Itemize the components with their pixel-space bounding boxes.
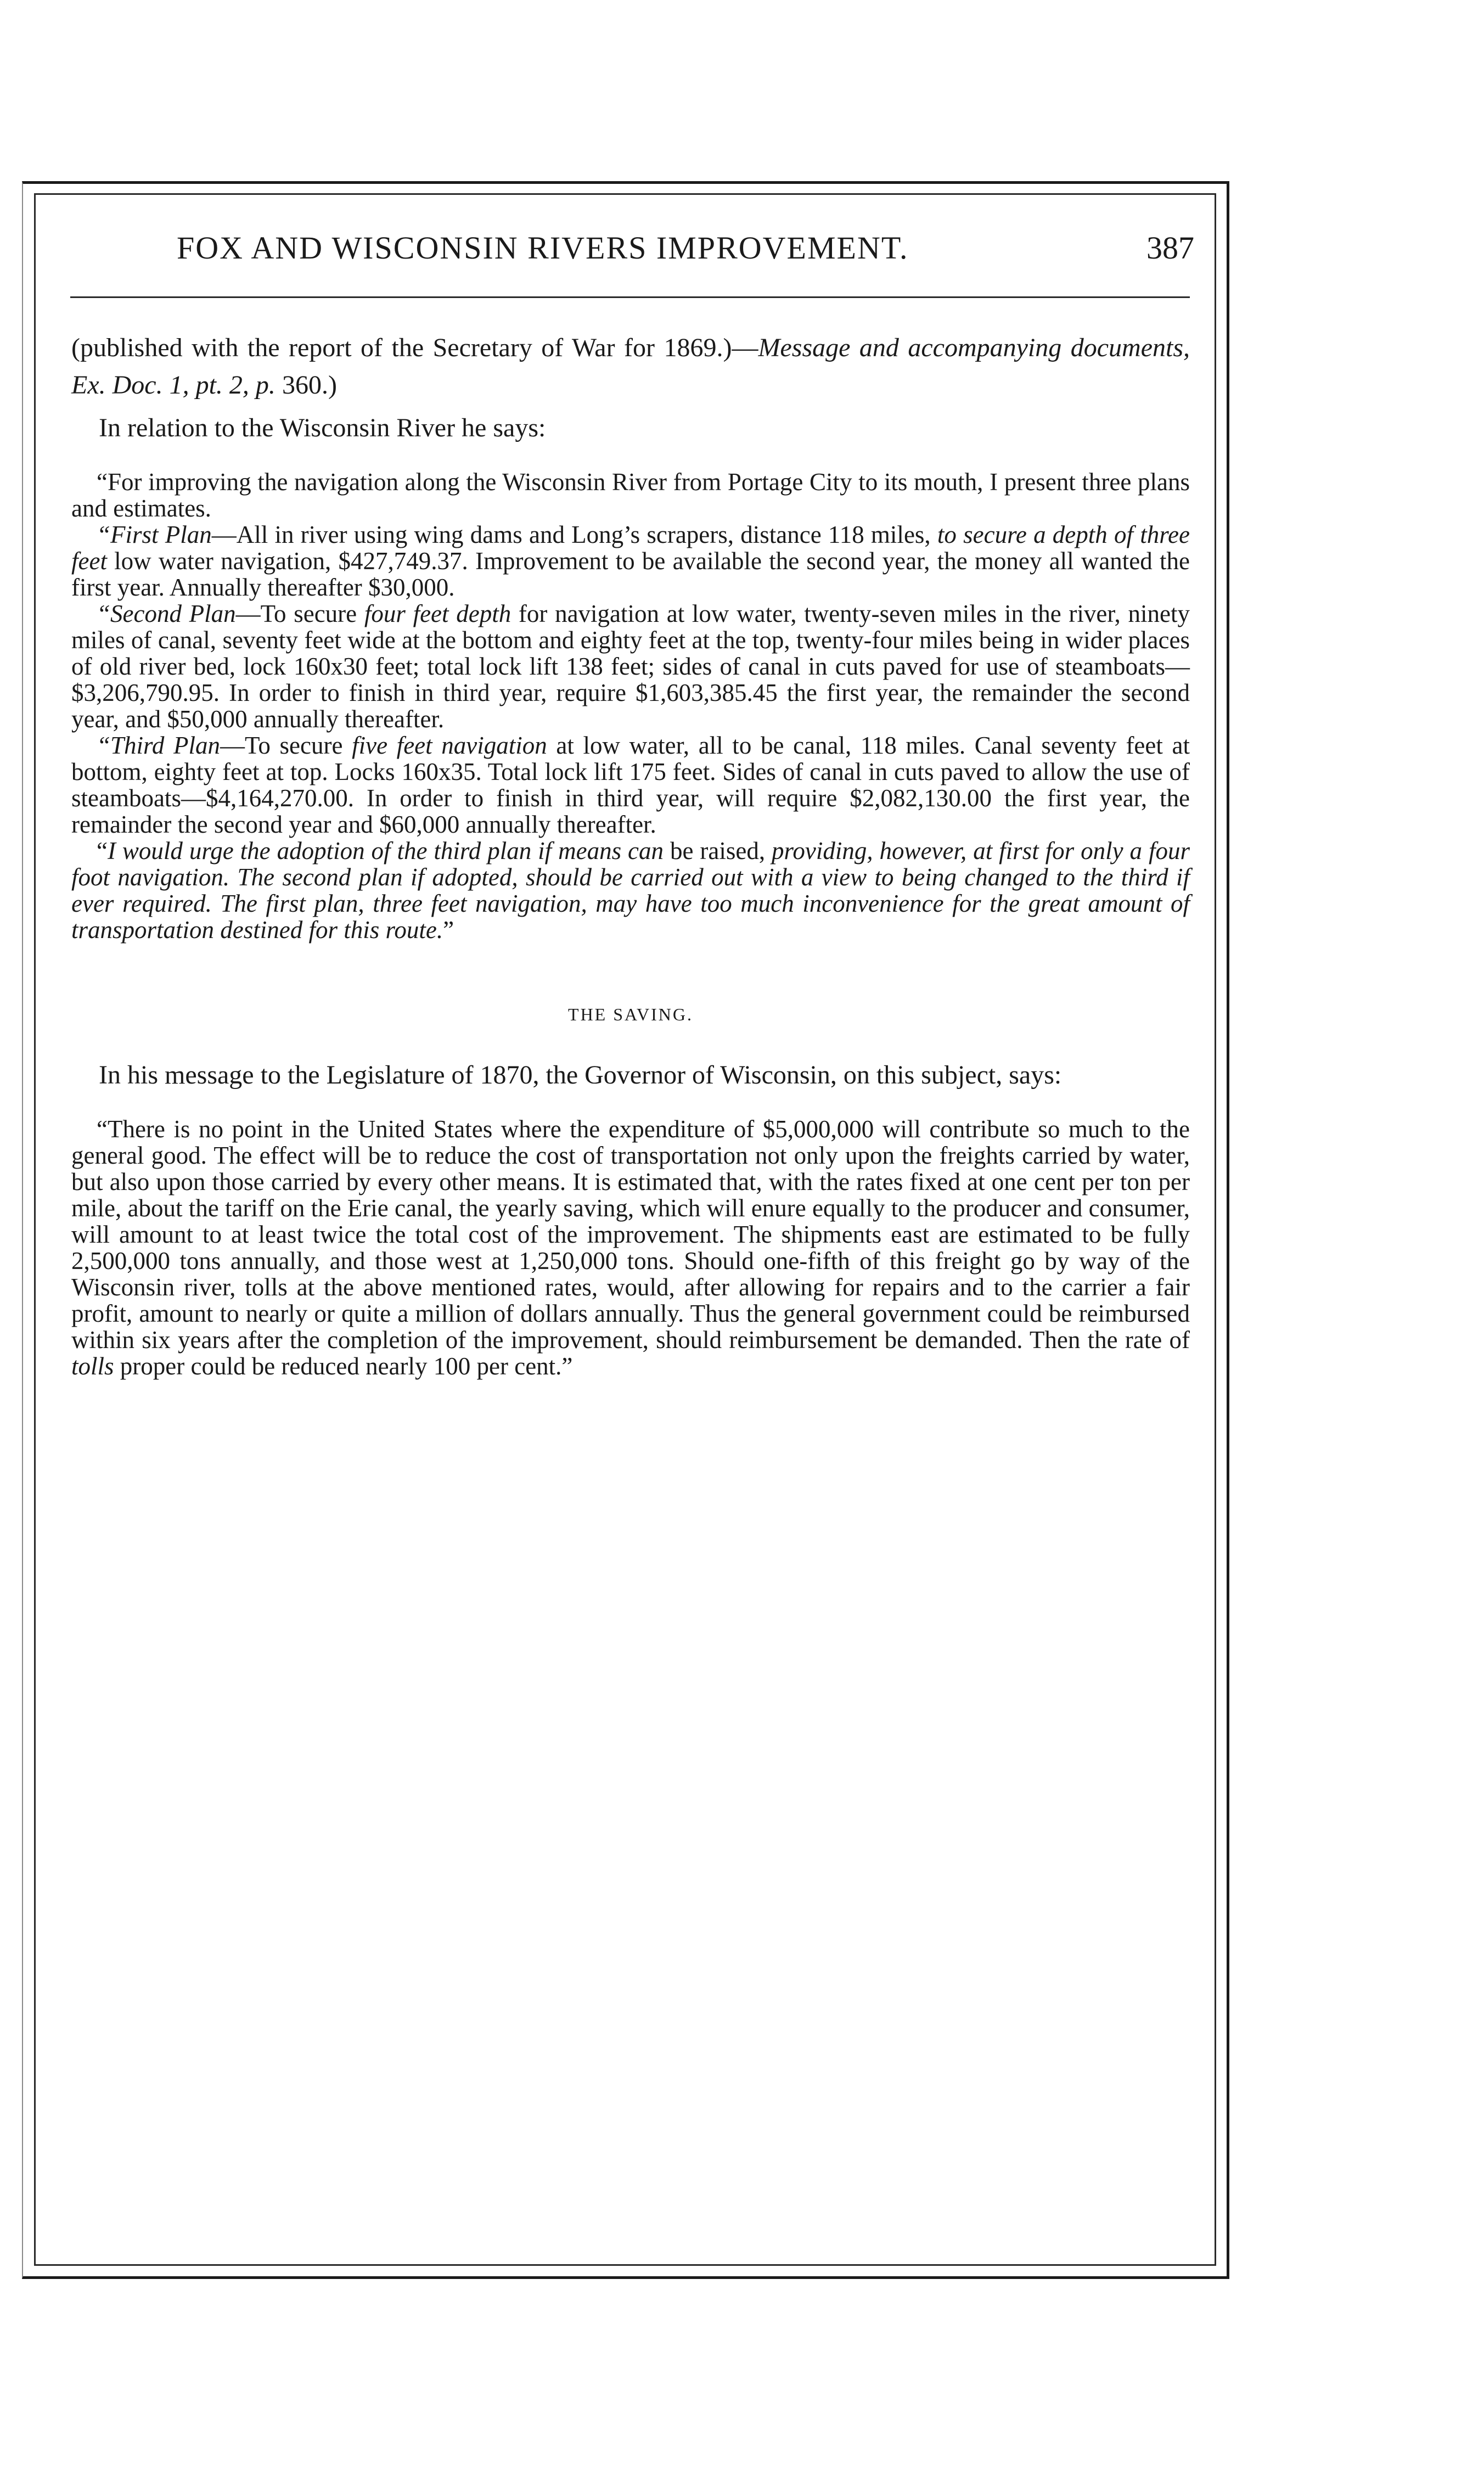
engineer-quote [71, 469, 1190, 943]
running-head-title: FOX AND WISCONSIN RIVERS IMPROVEMENT. [177, 230, 909, 266]
running-head [34, 220, 1216, 285]
head-rule [70, 296, 1190, 298]
body-text [71, 329, 1190, 1379]
third-plan: “Third Plan—To secure five feet navigation at low water, all to be canal, 118 miles. Canal seventy feet at bottom, eighty feet at top. Locks 160x35. Total lock lift 175 feet. Sides of canal in cuts paved to allow the use of steamboats—$4,164,270.00. In order to finish in third year, will require $2,082,130.00 the first year, the remainder the second year and $60,000 annually thereafter. [71, 732, 1190, 838]
relation-paragraph: In relation to the Wisconsin River he says: [99, 413, 546, 442]
quote-intro: “For improving the navigation along the Wisconsin River from Portage City to its mouth, I present three plans and estimates. [71, 468, 1190, 522]
first-plan: “First Plan—All in river using wing dams and Long’s scrapers, distance 118 miles, to secure a depth of three feet low water navigation, $427,749.37. Improvement to be available the second year, the money all wanted the first year. Annually thereafter $30,000. [71, 521, 1190, 601]
recommendation: “I would urge the adoption of the third plan if means can be raised, providing, however, at first for only a four foot navigation. The second plan if adopted, should be carried out with a view to being changed to the third if ever required. The first plan, three feet navigation, may have too much inconvenience for the great amount of transportation destined for this route.” [71, 837, 1190, 944]
page-number: 387 [1146, 230, 1194, 266]
governor-paragraph: In his message to the Legislature of 1870, the Governor of Wisconsin, on this subject, says: [99, 1060, 1062, 1090]
governor-quote [71, 1116, 1190, 1379]
section-heading: THE SAVING. [568, 1004, 693, 1024]
governor-quote-text: “There is no point in the United States where the expenditure of $5,000,000 will contribute so much to the general good. The effect will be to reduce the cost of transportation not only upon the freights carried by water, but also upon those carried by every other means. It is estimated that, with the rates fixed at one cent per ton per mile, about the tariff on the Erie canal, the yearly saving, which will enure equally to the producer and consumer, will amount to at least twice the total cost of the improvement. The shipments east are estimated to be fully 2,500,000 tons annually, and those west at 1,250,000 tons. Should one-fifth of this freight go by way of the Wisconsin river, tolls at the above mentioned rates, would, after allowing for repairs and to the carrier a fair profit, amount to nearly or quite a million of dollars annually. Thus the general government could be reimbursed within six years after the completion of the improvement, should reimbursement be demanded. Then the rate of tolls proper could be reduced nearly 100 per cent.” [71, 1115, 1190, 1380]
second-plan: “Second Plan—To secure four feet depth for navigation at low water, twenty-seven miles in the river, ninety miles of canal, seventy feet wide at the bottom and eighty feet at the top, twenty-four miles being in wider places of old river bed, lock 160x30 feet; total lock lift 138 feet; sides of canal in cuts paved for use of steamboats—$3,206,790.95. In order to finish in third year, require $1,603,385.45 the first year, the remainder the second year, and $50,000 annually thereafter. [71, 600, 1190, 733]
opening-paragraph: (published with the report of the Secretary of War for 1869.)—Message and accompanying documents, Ex. Doc. 1, pt. 2, p. 360.) [71, 333, 1190, 400]
